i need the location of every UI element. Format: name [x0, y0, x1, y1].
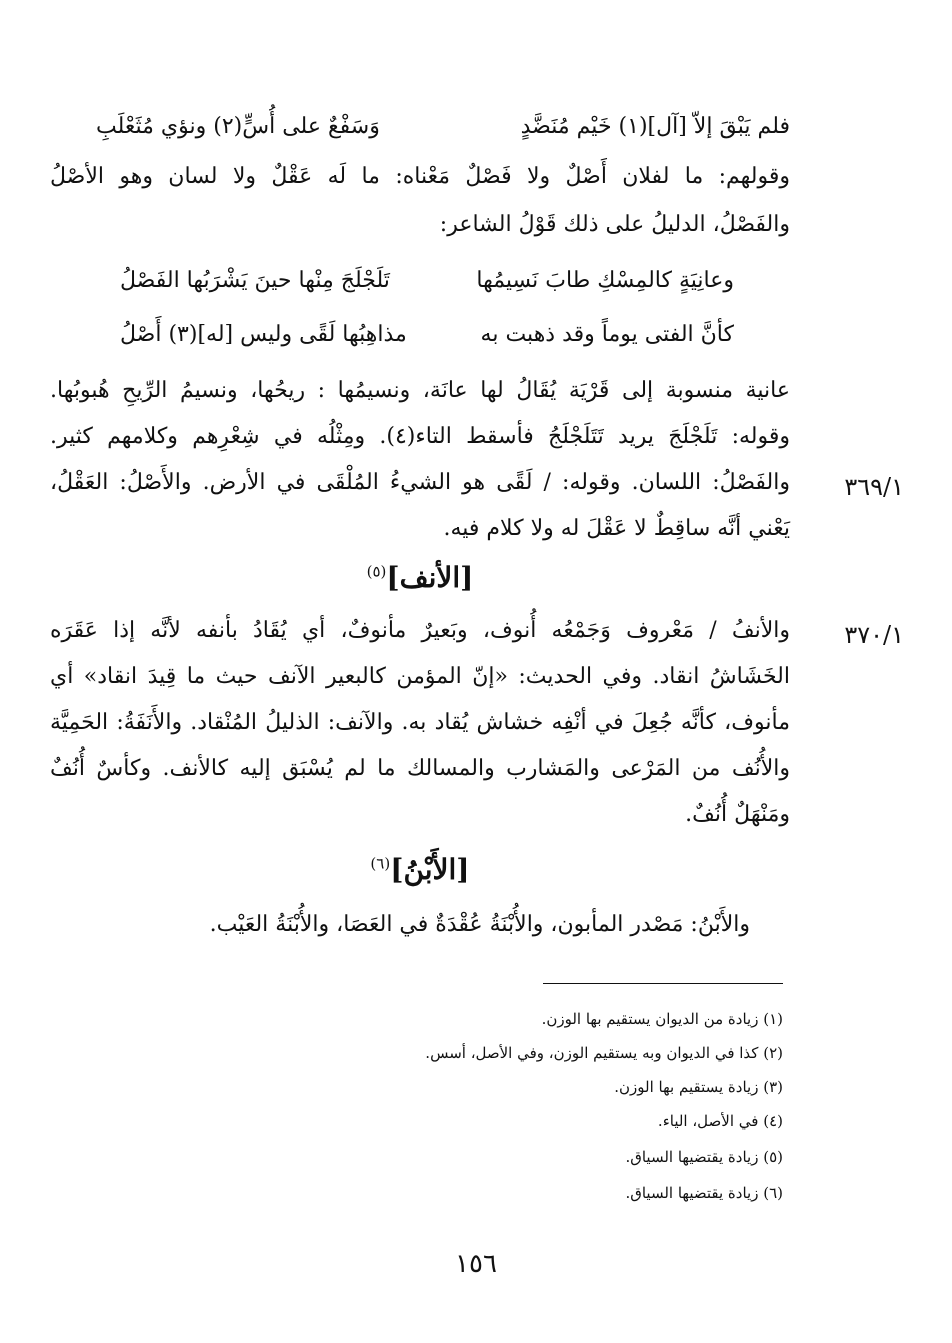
para2-line: وقوله: تَلَجْلَجَ يريد تَتَلَجْلَجُ فأسقط التاء(٤). ومِثْلُه في شِعْرِهم وكلامهم كثير.	[50, 424, 790, 449]
section-heading-text: [الأَبْنُ]	[390, 853, 470, 886]
footnote: (٦) زيادة يقتضيها السياق.	[625, 1184, 783, 1202]
para2-line: عانية منسوبة إلى قَرْيَة يُقَالُ لها عانَة، ونسيمُها : ريحُها، ونسيمُ الرِّيحِ هُبوبُها.	[50, 378, 790, 403]
footnote: (٣) زيادة يستقيم بها الوزن.	[614, 1078, 783, 1096]
section-heading	[50, 560, 790, 596]
verse2-right-hemistich: وعانِيَةٍ كالمِسْكِ طابَ نَسِيمُها	[476, 268, 734, 293]
verse1-left-hemistich: وَسَفْعٌ على أُسٍّ(٢) ونؤي مُثَعْلَبِ	[96, 114, 380, 139]
footnote-divider	[543, 983, 783, 984]
margin-reference: ٣٧٠/١	[844, 621, 904, 649]
footnote-marker: (٥)	[366, 562, 387, 581]
section-heading-text: [الأنف]	[386, 561, 474, 594]
footnote-marker: (٦)	[370, 854, 391, 873]
verse2-left-hemistich: تَلَجْلَجَ مِنْها حينَ يَشْرَبُها الفَصْلُ	[120, 268, 390, 293]
footnote: (٢) كذا في الديوان وبه يستقيم الوزن، وفي الأصل، أسس.	[425, 1044, 783, 1062]
para3-line: الخَشَاشُ انقاد. وفي الحديث: «إنّ المؤمن كالبعير الآنف حيث ما قِيدَ انقاد» أي	[50, 664, 790, 689]
verse3-right-hemistich: كأنَّ الفتى يوماً وقد ذهبت به	[480, 322, 734, 347]
section-heading	[50, 852, 790, 888]
para2-line: يَعْني أنَّه ساقِطٌ لا عَقْلَ له ولا كلام فيه.	[443, 516, 790, 541]
footnote: (٥) زيادة يقتضيها السياق.	[625, 1148, 783, 1166]
page-number: ١٥٦	[455, 1249, 497, 1279]
para1-line: وقولهم: ما لفلان أَصْلٌ ولا فَصْلٌ مَعْناه: ما لَه عَقْلٌ ولا لسان وهو الأصْلُ	[50, 164, 790, 189]
para2-line: والفَصْلُ: اللسان. وقوله: / لَقًى هو الشيءُ المُلْقَى في الأرض. والأَصْلُ: العَقْلُ،	[50, 470, 790, 495]
para3-line: ومَنْهَلٌ أُنُفٌ.	[685, 802, 790, 827]
para4-line: والأَبْنُ: مَصْدر المأبون، والأُبْنَةُ عُقْدَةٌ في العَصَا، والأُبْنَةُ العَيْب.	[209, 912, 750, 937]
verse3-left-hemistich: مذاهِبُها لَقًى وليس [له](٣) أَصْلُ	[120, 322, 407, 347]
verse1-right-hemistich: فلم يَبْقَ إلاّ [آل](١) خَيْم مُنَضَّدٍ	[520, 114, 790, 139]
footnote: (١) زيادة من الديوان يستقيم بها الوزن.	[541, 1010, 783, 1028]
para3-line: والأُنُف من المَرْعى والمَشارب والمسالك ما لم يُسْبَق إليه كالأنف. وكأسٌ أُنُفٌ	[50, 756, 790, 781]
margin-reference: ٣٦٩/١	[844, 473, 904, 501]
para3-line: والأنفُ / مَعْروف وَجَمْعُه أُنوف، وبَعيرٌ مأنوفٌ، أي يُقَادُ بأنفه لأنَّه إذا عَقَرَه	[50, 618, 790, 643]
para3-line: مأنوف، كأنَّه جُعِلَ في أنْفِه خشاش يُقاد به. والآنف: الذليلُ المُنْقاد. والأَنَفَةُ: الحَمِيَّة	[50, 710, 790, 735]
para1-line: والفَصْلُ، الدليلُ على ذلك قَوْلُ الشاعر:	[439, 212, 790, 237]
footnote: (٤) في الأصل، الياء.	[657, 1112, 783, 1130]
